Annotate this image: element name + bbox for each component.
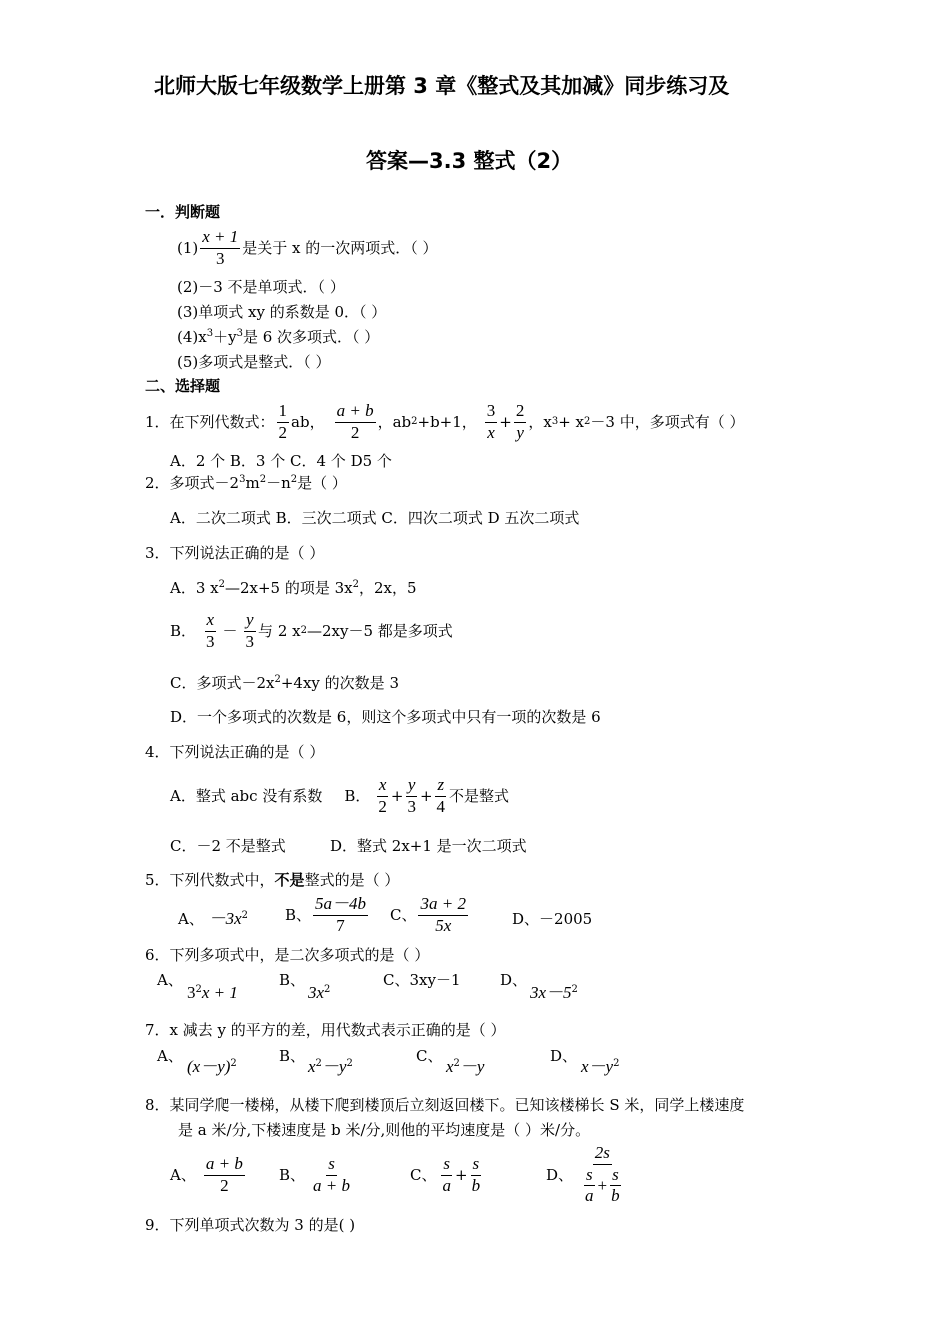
fraction: $\frac{s}{b}$ — [611, 1164, 620, 1206]
choice-q5-option-d: D、－2005 — [512, 910, 593, 928]
choice-q7-option-d: $x-y^2$ — [581, 1057, 620, 1076]
choice-q8-stem-line1: 8．某同学爬一楼梯，从楼下爬到楼顶后立刻返回楼下。已知该楼梯长 S 米，同学上楼速度 — [145, 1096, 745, 1114]
fraction: $\frac{z}{4}$ — [436, 775, 446, 816]
choice-q8-stem-line2: 是 a 米/分,下楼速度是 b 米/分,则他的平均速度是（ ）米/分。 — [178, 1121, 591, 1139]
choice-q4-stem: 4．下列说法正确的是（ ） — [145, 743, 325, 761]
choice-q6-option-b: $3x^2$ — [308, 983, 331, 1002]
fraction: $\frac{s}{a}$ — [585, 1164, 594, 1206]
choice-q4-options-ab: A．整式 abc 没有系数 B． $\frac{x}{2}$ + $\frac{y}{3}$ + $\frac{z}{4}$ 不是整式 — [170, 775, 510, 816]
choice-q7-option-a: $(x-y)^2$ — [187, 1057, 237, 1076]
section-heading-judgment: 一．判断题 — [145, 203, 221, 221]
page-title-line2: 答案—3.3 整式（2） — [366, 149, 573, 173]
choice-q8-option-d: D、 2s $\frac{s}{a}$ + $\frac{s}{b}$ — [546, 1144, 628, 1206]
choice-q3-option-c: C．多项式$-2x^2+4xy$ 的次数是 3 — [170, 674, 399, 692]
fraction: $\frac{x}{3}$ — [206, 610, 215, 651]
choice-q4-option-d: D．整式 2x+1 是一次二项式 — [330, 837, 527, 855]
choice-q6-option-a: $3^2x + 1$ — [187, 983, 238, 1002]
choice-q6-option-d-label: D、 — [500, 971, 528, 989]
choice-q6-option-b-label: B、 — [279, 971, 306, 989]
choice-q5-option-b: B、 $\frac{5a-4b}{7}$ — [285, 894, 367, 935]
judgment-q4: $(4)x^3+y^3$是 6 次多项式．（ ） — [177, 328, 380, 346]
fraction: $\frac{3}{x}$ — [486, 401, 496, 442]
choice-q6-stem: 6．下列多项式中，是二次多项式的是（ ） — [145, 946, 430, 964]
fraction: 2s $\frac{s}{a}$ + $\frac{s}{b}$ — [585, 1143, 620, 1206]
q1-text: 是关于 x 的一次两项式．（ ） — [242, 239, 438, 258]
choice-q7-stem: 7．x 减去 y 的平方的差，用代数式表示正确的是（ ） — [145, 1021, 506, 1039]
choice-q2-stem: 2．多项式$-2^3m^2-n^2$是（ ） — [145, 474, 347, 492]
fraction: $\frac{2}{y}$ — [515, 401, 525, 442]
choice-q8-option-a: A、 $\frac{a + b}{2}$ — [170, 1154, 243, 1195]
choice-q7-option-c-label: C、 — [416, 1047, 443, 1065]
choice-q7-option-b-label: B、 — [279, 1047, 306, 1065]
judgment-q1 — [177, 228, 438, 268]
fraction: $\frac{3a + 2}{5x}$ — [420, 894, 466, 935]
q1-prefix: (1) — [177, 239, 199, 258]
choice-q3-option-b: B． $\frac{x}{3}$ － $\frac{y}{3}$ 与 2 x 2 —2xy－5 都是多项式 — [170, 610, 453, 651]
choice-q8-option-c: C、 $\frac{s}{a}$ + $\frac{s}{b}$ — [410, 1154, 481, 1195]
choice-q1-options: A．2 个 B．3 个 C．4 个 D5 个 — [170, 452, 392, 470]
fraction: $\frac{s}{a}$ — [442, 1154, 451, 1195]
choice-q3-option-d: D．一个多项式的次数是 6，则这个多项式中只有一项的次数是 6 — [170, 708, 601, 726]
choice-q1-stem: 1．在下列代数式： $\frac{1}{2}$ ab， $\frac{a + b}{2}$ ，ab 2 +b+1， $\frac{3}{x}$ + $\frac{2}{y}$ ，x 3 + x 2 －3 中，多项式有（ ） — [145, 401, 745, 442]
choice-q3-stem: 3．下列说法正确的是（ ） — [145, 544, 325, 562]
choice-q6-option-a-label: A、 — [157, 971, 183, 989]
fraction: $\frac{a + b}{2}$ — [336, 401, 374, 442]
page-title-line1: 北师大版七年级数学上册第 3 章《整式及其加减》同步练习及 — [154, 74, 730, 98]
choice-q5-option-c: C、 $\frac{3a + 2}{5x}$ — [390, 894, 466, 935]
choice-q3-option-a: A．3 $x^2—2x+5$ 的项是 $3x^2$，2x，5 — [170, 579, 417, 597]
judgment-q5: (5)多项式是整式．（ ） — [177, 353, 331, 371]
fraction: $\frac{x}{2}$ — [378, 775, 387, 816]
fraction: $\frac{x + 1}{3}$ — [202, 227, 239, 268]
fraction: $\frac{y}{3}$ — [407, 775, 416, 816]
choice-q7-option-d-label: D、 — [550, 1047, 578, 1065]
fraction: $\frac{5a-4b}{7}$ — [315, 894, 367, 935]
fraction: $\frac{a + b}{2}$ — [205, 1154, 243, 1195]
choice-q6-option-c: C、3xy－1 — [383, 971, 461, 989]
choice-q7-option-b: $x^2-y^2$ — [308, 1057, 353, 1076]
fraction: $\frac{1}{2}$ — [278, 401, 288, 442]
choice-q7-option-c: $x^2-y$ — [446, 1057, 485, 1076]
fraction: $\frac{y}{3}$ — [245, 610, 255, 651]
choice-q7-option-a-label: A、 — [157, 1047, 183, 1065]
judgment-q3: (3)单项式 xy 的系数是 0．（ ） — [177, 303, 387, 321]
choice-q5-stem: 5．下列代数式中，不是整式的是（ ） — [145, 871, 400, 889]
fraction: $\frac{s}{b}$ — [471, 1154, 481, 1195]
choice-q5-option-a: A、 $-3x^2$ — [178, 909, 249, 928]
fraction: $\frac{s}{a + b}$ — [313, 1154, 351, 1195]
choice-q8-option-b: B、 $\frac{s}{a + b}$ — [279, 1154, 351, 1195]
choice-q9-stem: 9．下列单项式次数为 3 的是( ) — [145, 1216, 356, 1234]
choice-q2-options: A．二次二项式 B．三次二项式 C．四次二项式 D 五次二项式 — [170, 509, 580, 527]
choice-q4-option-c: C．－2 不是整式 — [170, 837, 286, 855]
section-heading-choice: 二、选择题 — [145, 377, 221, 395]
choice-q6-option-d: $3x-5^2$ — [530, 983, 578, 1002]
judgment-q2: (2)－3 不是单项式．（ ） — [177, 278, 345, 296]
